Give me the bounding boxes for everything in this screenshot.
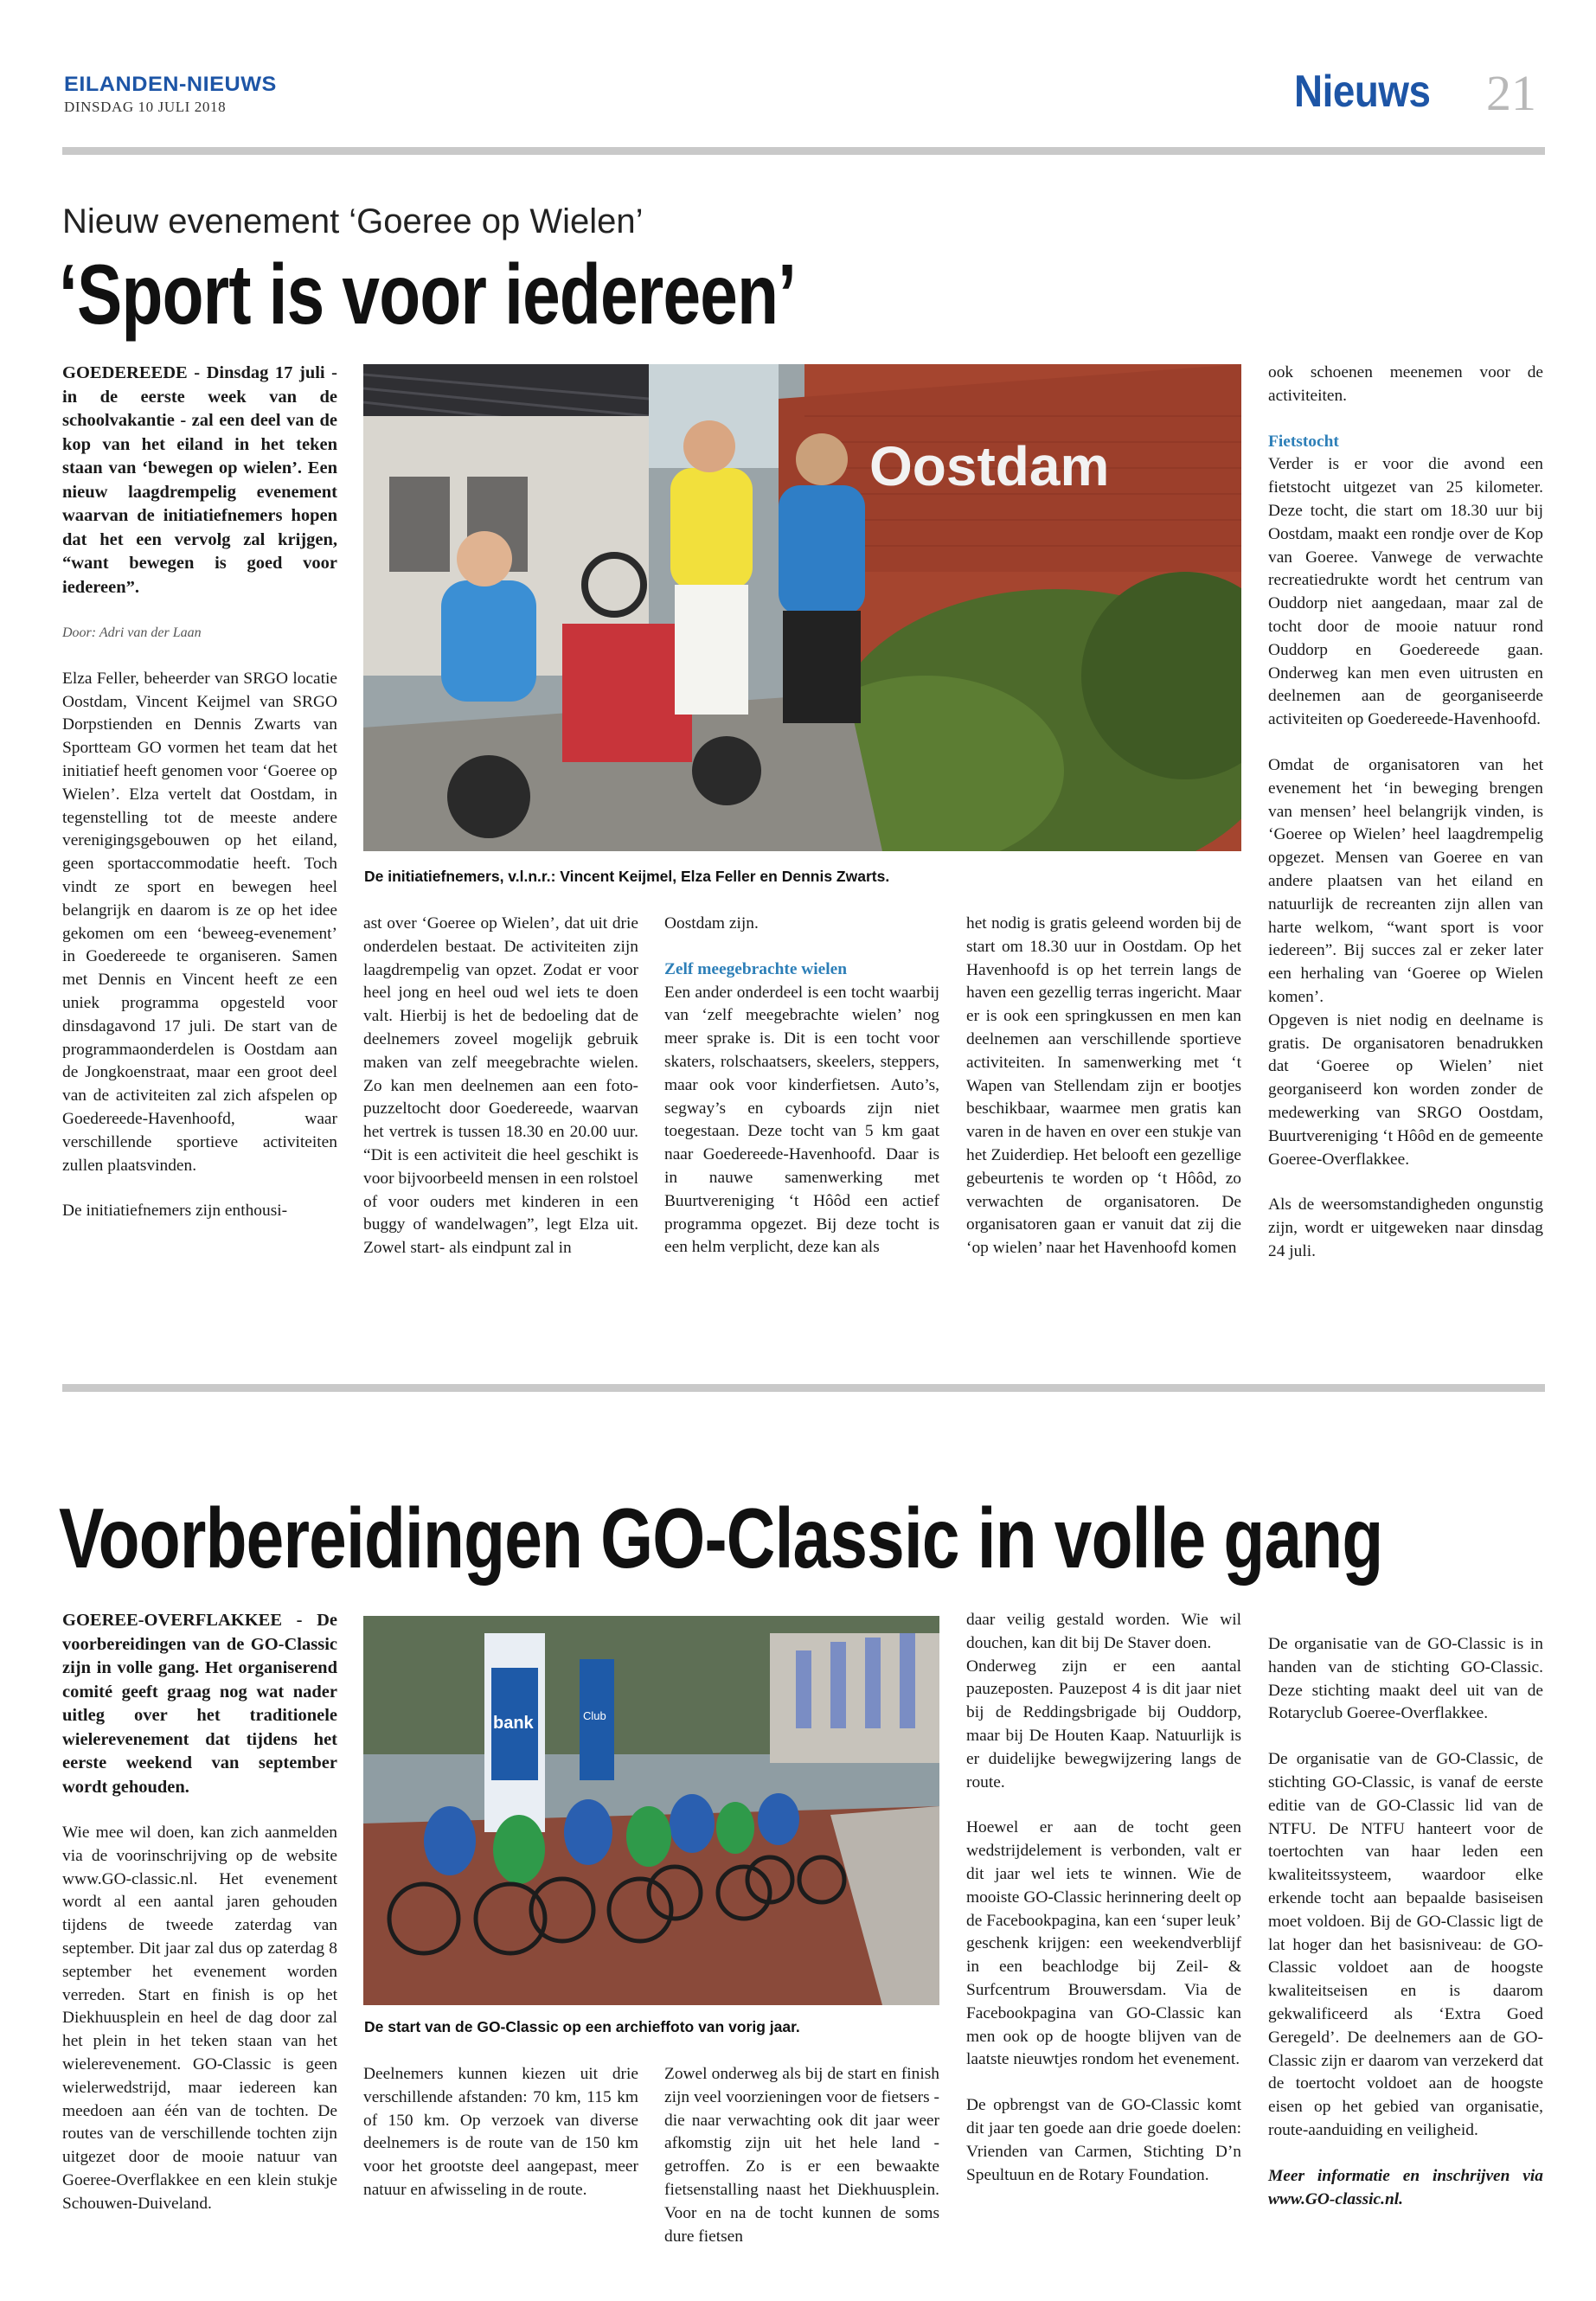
article2-more-info[interactable]: Meer informatie en inschrijven via www.GO-classic.nl. — [1268, 2166, 1543, 2208]
article1-col2-body: ast over ‘Goeree op Wielen’, dat uit drie onderdelen bestaat. De activiteiten zijn laagdrempelig van opzet. Zodat er voor heel jong en heel oud wel iets te doen valt. Hierbij is het de bedoeling dat de deelnemers zoveel mogelijk gebruik maken van zelf meegebrachte wielen. Zo kan men deelnemen aan een foto-puzzeltocht door Goedereede, waarvan het vertrek is tussen 18.30 en 20.00 uur. “Dit is een activiteit die heel geschikt is voor bijvoorbeeld mensen in een rolstoel of voor ouders met kinderen in een buggy of wandelwagen”, legt Elza uit. Zowel start- als eindpunt zal in — [363, 914, 638, 1258]
article1-col3-start: Oostdam zijn. — [664, 914, 759, 933]
article2-col5-p2: De organisatie van de GO-Classic, de stichting GO-Classic, is vanaf de eerste editie van de GO-Classic lid van de NTFU. De NTFU hanteert voor de toertochten van haar leden een kwaliteitssysteem, waardoor elke erkende tocht aan bepaalde basiseisen moet voldoen. Bij de GO-Classic ligt de lat hoger dan het basisniveau: de GO-Classic voldoet aan de hoogste kwaliteitseisen en is daarom gekwalificeerd als ‘Extra Goed Geregeld’. De deelnemers aan de GO-Classic zijn er daarom van verzekerd dat de toertocht voldoet aan de hoogste eisen op het gebied van organisatie, route-aanduiding en veiligheid. — [1268, 1750, 1543, 2139]
article1-lead: GOEDEREEDE - Dinsdag 17 juli - in de eerste week van de schoolvakantie - zal een deel van de kop van het eiland in het teken staan van ‘bewegen op wielen’. Een nieuw laagdrempelig evenement waarvan de initiatiefnemers hopen dat het een vervolg zal krijgen, “want bewegen is goed voor iedereen”. — [62, 363, 337, 597]
article2-headline: Voorbereidingen GO-Classic in volle gang — [59, 1490, 1383, 1586]
article1-col5-p2: Omdat de organisatoren van het evenement het ‘in beweging brengen van mensen’ heel belangrijk vinden, is ‘Goeree op Wielen’ heel laagdrempelig opgezet. Mensen van Goeree en van andere plaatsen van het eiland en natuurlijk de recreanten zijn allen van harte welkom, “want sport is voor iedereen”. Bij succes zal er zeker later een herhaling van ‘Goeree op Wielen komen’. — [1268, 755, 1543, 1006]
article2-column-3 — [664, 2063, 939, 2248]
article1-headline: ‘Sport is voor iedereen’ — [59, 247, 797, 342]
article1-photo — [363, 364, 1241, 851]
article1-col5-p3: Opgeven is niet nodig en deelname is gratis. De organisatoren benadrukken dat ‘Goeree op Wielen’ niet georganiseerd kon worden zonder de medewerking van SRGO Oostdam, Buurtvereniging ‘t Hôôd en de gemeente Goeree-Overflakkee. — [1268, 1010, 1543, 1169]
article2-col4-p4: De opbrengst van de GO-Classic komt dit jaar ten goede aan drie goede doelen: Vrienden van Carmen, Stichting D’n Speultuun en de Rotary Foundation. — [966, 2096, 1241, 2184]
article1-col1-body: Elza Feller, beheerder van SRGO locatie Oostdam, Vincent Keijmel van SRGO Dorpstienden en Dennis Zwarts van Sportteam GO vormen het team dat het initiatief heeft genomen voor ‘Goeree op Wielen’. Elza vertelt dat Oostdam, in tegenstelling tot de meeste andere verenigingsgebouwen op het eiland, geen sportaccommodatie heeft. Toch vindt ze sport en bewegen heel belangrijk en daarom is ze op het idee gekomen om een ‘beweeg-evenement’ in Goedereede te organiseren. Samen met Dennis en Vincent heeft ze een uniek programma opgesteld voor dinsdagavond 17 juli. De start van de programmaonderdelen is Oostdam aan de Jongkoenstraat, maar een groot deel van de activiteiten zal zich afspelen op Goedereede-Havenhoofd, waar verschillende sportieve activiteiten zullen plaatsvinden. — [62, 669, 337, 1175]
article2-photo — [363, 1616, 939, 2005]
article2-col5-p1: De organisatie van de GO-Classic is in handen van de stichting GO-Classic. Deze stichting maakt deel uit van de Rotaryclub Goeree-Overflakkee. — [1268, 1635, 1543, 1723]
article1-col5-subhead: Fietstocht — [1268, 432, 1339, 451]
article2-col1-body: Wie mee wil doen, kan zich aanmelden via de voorinschrijving op de website www.GO-classic.nl. Het evenement wordt al een aantal jaren gehouden tijdens de tweede zaterdag van september. Dit jaar zal dus op zaterdag 8 september het evenement worden verreden. Start en finish is op het Diekhuusplein en heel de dag door zal het plein in het teken staan van het wielerevenement. GO-Classic is geen wielerwedstrijd, maar iedereen kan meedoen aan één van de tochten. De routes van de verschillende tochten zijn uitgezet door de mooie natuur van Goeree-Overflakkee en een klein stukje Schouwen-Duiveland. — [62, 1823, 337, 2213]
article1-byline: Door: Adri van der Laan — [62, 625, 202, 640]
banner-text: bank — [493, 1714, 534, 1733]
article1-col5-top: ook schoenen meenemen voor de activiteiten. — [1268, 363, 1543, 405]
article2-col4-p2: Onderweg zijn er een aantal pauzeposten. Pauzepost 4 is dit jaar niet bij de Reddingsbrigade bij Ouddorp, maar bij De Houten Kaap. Natuurlijk is er duidelijke bewegwijzering langs de route. — [966, 1657, 1241, 1791]
article1-col3-body: Een ander onderdeel is een tocht waarbij van ‘zelf meegebrachte wielen’ nog meer sprake is. Dit is een tocht voor skaters, rolschaatsers, skeelers, steppers, maar ook voor kinderfietsen. Auto’s, segway’s en cyboards zijn niet toegestaan. Deze tocht van 5 km gaat naar Goedereede-Havenhoofd. Daar is in nauwe samenwerking met Buurtvereniging ‘t Hôôd een actief programma opgezet. Bij deze tocht is een helm verplicht, deze kan als — [664, 983, 939, 1257]
section-title: Nieuws — [1294, 67, 1431, 117]
article1-column-4 — [966, 913, 1241, 1260]
page-number: 21 — [1486, 65, 1536, 121]
article2-col4-p1: daar veilig gestald worden. Wie wil douchen, kan dit bij De Staver doen. — [966, 1611, 1241, 1652]
article1-column-3 — [664, 913, 939, 1259]
article2-col3-body: Zowel onderweg als bij de start en finish zijn veel voorzieningen voor de fietsers - die naar verwachting ook dit jaar weer afkomstig zijn uit het hele land - getroffen. Zo is er een bewaakte fietsenstalling naast het Diekhuusplein. Voor en na de tocht kunnen de soms dure fietsen — [664, 2065, 939, 2246]
article1-col4-body: het nodig is gratis geleend worden bij de start om 18.30 uur in Oostdam. Op het Havenhoofd is op het terrein langs de haven een gezellig terras ingericht. Maar er is ook een springkussen en men kan deelnemen aan verschillende sportieve activiteiten. In samenwerking met ‘t Wapen van Stellendam zijn er bootjes beschikbaar, waarmee men gratis kan varen in de haven en over een stukje van het Zuiderdiep. Het belooft een gezellige gebeurtenis te worden op ‘t Hôôd, zo verwachten de organisatoren. De organisatoren gaan er vanuit dat zij die ‘op wielen’ naar het Havenhoofd komen — [966, 914, 1241, 1258]
article2-column-5 — [1268, 1633, 1543, 2211]
article1-column-5 — [1268, 362, 1543, 1264]
masthead-logo: EILANDEN-NIEUWS — [64, 73, 277, 96]
oostdam-sign: Oostdam — [869, 435, 1110, 497]
article2-photo-caption: De start van de GO-Classic op een archieffoto van vorig jaar. — [364, 2018, 800, 2035]
photo-cyclists — [363, 1616, 939, 2005]
article1-col5-p4: Als de weersomstandigheden ongunstig zijn, wordt er uitgeweken naar dinsdag 24 juli. — [1268, 1195, 1543, 1260]
article2-column-1 — [62, 1609, 337, 2216]
article1-column-1 — [62, 362, 337, 1223]
article1-photo-caption: De initiatiefnemers, v.l.n.r.: Vincent Keijmel, Elza Feller en Dennis Zwarts. — [364, 868, 890, 885]
article1-column-2 — [363, 913, 638, 1260]
article-divider — [62, 1384, 1545, 1392]
article2-column-2 — [363, 2063, 638, 2202]
article1-kicker: Nieuw evenement ‘Goeree op Wielen’ — [62, 202, 644, 240]
article2-lead: GOEREE-OVERFLAKKEE - De voorbereidingen van de GO-Classic zijn in volle gang. Het organiserend comité geeft graag nog wat nader uitleg over het traditionele wielerevenement dat tijdens het eerste weekend van september wordt gehouden. — [62, 1611, 337, 1797]
issue-date: DINSDAG 10 JULI 2018 — [64, 99, 227, 115]
article1-col3-subhead: Zelf meegebrachte wielen — [664, 959, 848, 978]
photo-initiators — [363, 364, 1241, 851]
article2-column-4 — [966, 1609, 1241, 2187]
article2-col2-body: Deelnemers kunnen kiezen uit drie verschillende afstanden: 70 km, 115 km of 150 km. Op verzoek van diverse deelnemers is de route van de 150 km voor het grootste deel aangepast, meer natuur en afwisseling in de route. — [363, 2065, 638, 2199]
article1-col5-p1: Verder is er voor die avond een fietstocht uitgezet van 25 kilometer. Deze tocht, die start om 18.30 uur bij Oostdam, maakt een rondje over de Kop van Goeree. Vanwege de verwachte recreatiedrukte wordt het centrum van Ouddorp niet aangedaan, maar zal de tocht door de mooie natuur rond Ouddorp en Goedereede gaan. Onderweg kan men even uitrusten en deelnemen aan de georganiseerde activiteiten op Goedereede-Havenhoofd. — [1268, 455, 1543, 729]
top-divider — [62, 147, 1545, 155]
article1-col1-end: De initiatiefnemers zijn enthousi- — [62, 1202, 288, 1221]
club-banner-text: Club — [583, 1709, 606, 1722]
article2-col4-p3: Hoewel er aan de tocht geen wedstrijdelement is verbonden, valt er dit jaar wel iets te winnen. Wie de mooiste GO-Classic herinnering deelt op de Facebookpagina, kan een ‘super leuk’ geschenk krijgen: een weekendverblijf in een beachlodge bij Zeil- & Surfcentrum Brouwersdam. Via de Facebookpagina van GO-Classic kan men ook op de hoogte blijven van de laatste nieuwtjes rondom het evenement. — [966, 1818, 1241, 2069]
